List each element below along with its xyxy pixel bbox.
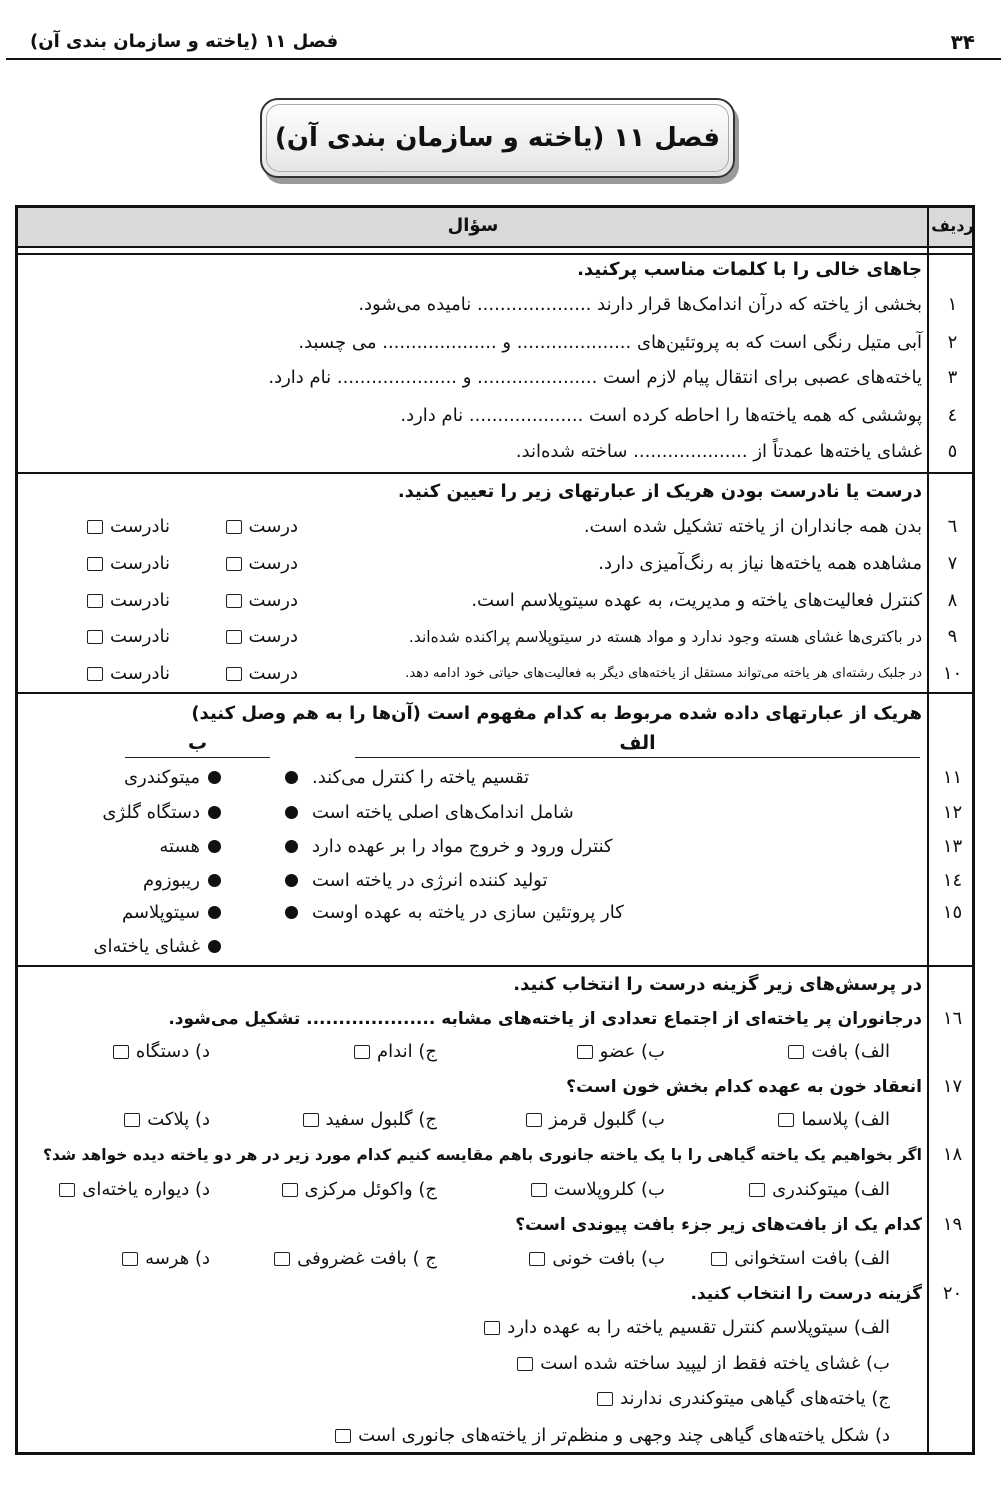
- match-dot-a[interactable]: [285, 806, 298, 819]
- matching-item-b: دستگاه گلژی: [102, 802, 200, 823]
- false-checkbox[interactable]: [87, 667, 103, 681]
- header-divider: [18, 253, 972, 255]
- row-number: ٦: [947, 516, 958, 537]
- row-number: ۱۷: [942, 1076, 963, 1097]
- matching-item-a: کار پروتئین سازی در یاخته به عهده اوست: [312, 902, 624, 923]
- answer-option: [749, 1178, 890, 1202]
- row-number: ٤: [947, 405, 958, 426]
- match-dot-a[interactable]: [285, 771, 298, 784]
- fill-blank-instruction: جاهای خالی را با کلمات مناسب پرکنید.: [577, 259, 922, 280]
- row-number: ۲: [947, 332, 958, 353]
- row-number: ۱۸: [942, 1144, 963, 1165]
- matching-item-a: شامل اندامک‌های اصلی یاخته است: [312, 802, 574, 823]
- false-checkbox[interactable]: [87, 557, 103, 571]
- row-number: ۱: [947, 294, 958, 315]
- answer-option: [282, 1178, 437, 1202]
- matching-item-b: غشای یاخته‌ای: [93, 936, 200, 957]
- option-label: ب) غشای یاخته فقط از لیپید ساخته شده است: [540, 1353, 890, 1374]
- option-checkbox[interactable]: [749, 1183, 765, 1197]
- answer-option: [711, 1247, 890, 1271]
- matching-instruction: هریک از عبارتهای داده شده مربوط به کدام مفهوم است (آن‌ها را به هم وصل کنید): [191, 703, 922, 724]
- option-checkbox[interactable]: [517, 1357, 533, 1371]
- answer-option: [778, 1108, 890, 1132]
- match-dot-b[interactable]: [208, 940, 221, 953]
- true-label: درست: [248, 553, 298, 574]
- fill-blank-item: غشای یاخته‌ها عمدتاً از .................... ساخته شده‌اند.: [515, 441, 922, 462]
- match-dot-a[interactable]: [285, 874, 298, 887]
- row-number: ۱٤: [942, 870, 963, 891]
- option-checkbox[interactable]: [113, 1045, 129, 1059]
- match-dot-a[interactable]: [285, 840, 298, 853]
- question-text: درجانوران پر یاخته‌ای از اجتماع تعدادی از یاخته‌های مشابه .................... تشکیل می‌شود.: [168, 1009, 922, 1029]
- option-checkbox[interactable]: [354, 1045, 370, 1059]
- option-label: الف) پلاسما: [801, 1109, 890, 1130]
- fill-blank-item: بخشی از یاخته که درآن اندامک‌ها قرار دارند .................... نامیده می‌شود.: [358, 294, 922, 315]
- option-checkbox[interactable]: [597, 1392, 613, 1406]
- header-rule: [6, 58, 1001, 60]
- answer-option: [529, 1247, 665, 1271]
- row-number: ۱٥: [942, 902, 963, 923]
- column-header-question: سؤال: [447, 215, 499, 236]
- match-dot-b[interactable]: [208, 906, 221, 919]
- true-option: [226, 552, 298, 576]
- false-option: [87, 515, 170, 539]
- true-option: [226, 625, 298, 649]
- option-checkbox[interactable]: [711, 1252, 727, 1266]
- section-divider: [18, 965, 972, 967]
- option-label: الف) بافت: [811, 1041, 890, 1062]
- option-label: ب) بافت خونی: [552, 1248, 665, 1269]
- answer-option: [124, 1108, 210, 1132]
- matching-item-a: تولید کننده انرژی در یاخته است: [312, 870, 548, 891]
- answer-option: [577, 1040, 665, 1064]
- false-label: نادرست: [110, 663, 170, 684]
- option-label: ب) کلروپلاست: [553, 1179, 665, 1200]
- matching-item-a: کنترل ورود و خروج مواد را بر عهده دارد: [312, 836, 613, 857]
- true-checkbox[interactable]: [226, 557, 242, 571]
- option-label: د) دستگاه: [135, 1041, 210, 1062]
- true-false-statement: بدن همه جانداران از یاخته تشکیل شده است.: [583, 516, 922, 537]
- matching-item-b: سیتوپلاسم: [121, 902, 200, 923]
- row-column-divider: [927, 208, 929, 1452]
- row-number: ۳: [947, 367, 958, 388]
- answer-option: [303, 1108, 438, 1132]
- matching-column-b-header: ب: [125, 728, 270, 758]
- option-label: ج ) بافت غضروفی: [297, 1248, 437, 1269]
- answer-option: [113, 1040, 210, 1064]
- option-checkbox[interactable]: [59, 1183, 75, 1197]
- fill-blank-item: آبی متیل رنگی است که به پروتئین‌های .................... و .................... می چسبد.: [298, 332, 922, 353]
- question-text: اگر بخواهیم یک یاخته گیاهی را با یک یاخته جانوری باهم مقایسه کنیم کدام مورد زیر در هر دو یاخته دیده خواهد شد؟: [42, 1146, 922, 1164]
- option-label: الف) سیتوپلاسم کنترل تقسیم یاخته را به عهده دارد: [507, 1317, 890, 1338]
- option-checkbox[interactable]: [274, 1252, 290, 1266]
- option-checkbox[interactable]: [577, 1045, 593, 1059]
- chapter-title-box: [260, 98, 735, 178]
- true-false-statement: در باکتری‌ها غشای هسته وجود ندارد و مواد هسته در سیتوپلاسم پراکنده شده‌اند.: [408, 628, 922, 646]
- row-number: ۱۳: [942, 836, 963, 857]
- match-dot-b[interactable]: [208, 874, 221, 887]
- row-number: ۱۲: [942, 802, 963, 823]
- true-false-statement: مشاهده همه یاخته‌ها نیاز به رنگ‌آمیزی دارد.: [598, 553, 922, 574]
- true-false-statement: کنترل فعالیت‌های یاخته و مدیریت، به عهده سیتوپلاسم است.: [471, 590, 922, 611]
- false-label: نادرست: [110, 626, 170, 647]
- running-header-chapter: فصل ۱۱ (یاخته و سازمان بندی آن): [30, 31, 339, 52]
- true-checkbox[interactable]: [226, 667, 242, 681]
- option-label: د) پلاکت: [147, 1109, 210, 1130]
- answer-option: [788, 1040, 890, 1064]
- true-false-statement: در جلبک رشته‌ای هر یاخته می‌تواند مستقل از یاخته‌های دیگر به فعالیت‌های حیاتی خود ادامه دهد.: [405, 666, 922, 681]
- answer-option: [526, 1108, 665, 1132]
- false-option: [87, 552, 170, 576]
- row-number: ٥: [947, 441, 958, 462]
- true-option: [226, 589, 298, 613]
- option-label: الف) بافت استخوانی: [734, 1248, 890, 1269]
- section-divider: [18, 692, 972, 694]
- true-label: درست: [248, 663, 298, 684]
- option-checkbox[interactable]: [788, 1045, 804, 1059]
- option-label: د) شکل یاخته‌های گیاهی چند وجهی و منظم‌تر از یاخته‌های جانوری است: [358, 1425, 890, 1446]
- false-checkbox[interactable]: [87, 594, 103, 608]
- option-label: الف) میتوکندری: [772, 1179, 890, 1200]
- option-label: ج) یاخته‌های گیاهی میتوکندری ندارند: [620, 1388, 890, 1409]
- row-number: ۱٦: [942, 1008, 963, 1029]
- false-label: نادرست: [110, 590, 170, 611]
- question-text: گزینه درست را انتخاب کنید.: [690, 1284, 922, 1304]
- row-number: ۱۱: [942, 767, 963, 788]
- true-label: درست: [248, 590, 298, 611]
- option-checkbox[interactable]: [122, 1252, 138, 1266]
- section-divider: [18, 472, 972, 474]
- fill-blank-item: یاخته‌های عصبی برای انتقال پیام لازم است ..................... و ..................... نام دارد.: [268, 367, 922, 388]
- match-dot-b[interactable]: [208, 771, 221, 784]
- option-label: د) هرسه: [145, 1248, 210, 1269]
- option-checkbox[interactable]: [124, 1113, 140, 1127]
- option-checkbox[interactable]: [303, 1113, 319, 1127]
- true-label: درست: [248, 626, 298, 647]
- column-header-row: ردیف: [931, 216, 974, 235]
- matching-item-a: تقسیم یاخته را کنترل می‌کند.: [312, 767, 530, 788]
- option-label: ج) واکوئل مرکزی: [304, 1179, 437, 1200]
- answer-option: [484, 1316, 890, 1340]
- option-label: ج) گلبول سفید: [325, 1109, 437, 1130]
- true-option: [226, 515, 298, 539]
- true-false-instruction: درست یا نادرست بودن هریک از عبارتهای زیر را تعیین کنید.: [397, 481, 922, 502]
- option-label: ج) اندام: [377, 1041, 437, 1062]
- answer-option: [354, 1040, 437, 1064]
- header-divider: [18, 246, 972, 248]
- matching-item-b: ریبوزوم: [143, 870, 200, 891]
- option-checkbox[interactable]: [282, 1183, 298, 1197]
- matching-column-a-header: الف: [355, 728, 920, 758]
- matching-item-b: میتوکندری: [123, 767, 200, 788]
- option-label: ب) گلبول قرمز: [549, 1109, 665, 1130]
- multiple-choice-instruction: در پرسش‌های زیر گزینه درست را انتخاب کنید.: [513, 974, 922, 995]
- false-label: نادرست: [110, 516, 170, 537]
- row-number: ۱۰: [942, 663, 963, 684]
- chapter-title: فصل ۱۱ (یاخته و سازمان بندی آن): [274, 123, 721, 153]
- option-checkbox[interactable]: [529, 1252, 545, 1266]
- option-label: ب) عضو: [599, 1041, 665, 1062]
- answer-option: [531, 1178, 665, 1202]
- false-checkbox[interactable]: [87, 630, 103, 644]
- option-checkbox[interactable]: [531, 1183, 547, 1197]
- match-dot-b[interactable]: [208, 840, 221, 853]
- matching-item-b: هسته: [159, 836, 200, 857]
- row-number: ۷: [947, 553, 958, 574]
- row-number: ۸: [947, 590, 958, 611]
- false-option: [87, 625, 170, 649]
- true-checkbox[interactable]: [226, 594, 242, 608]
- answer-option: [122, 1247, 210, 1271]
- fill-blank-item: پوششی که همه یاخته‌ها را احاطه کرده است .................... نام دارد.: [400, 405, 922, 426]
- match-dot-b[interactable]: [208, 806, 221, 819]
- row-number: ۱۹: [942, 1214, 963, 1235]
- false-option: [87, 662, 170, 686]
- false-checkbox[interactable]: [87, 520, 103, 534]
- row-number: ۲۰: [942, 1283, 963, 1304]
- option-checkbox[interactable]: [484, 1321, 500, 1335]
- answer-option: [335, 1424, 890, 1448]
- true-option: [226, 662, 298, 686]
- page-number: ۳۴: [950, 30, 975, 54]
- option-checkbox[interactable]: [335, 1429, 351, 1443]
- row-number: ۹: [947, 626, 958, 647]
- answer-option: [597, 1387, 890, 1411]
- option-checkbox[interactable]: [778, 1113, 794, 1127]
- false-option: [87, 589, 170, 613]
- answer-option: [59, 1178, 210, 1202]
- true-checkbox[interactable]: [226, 630, 242, 644]
- question-text: کدام یک از بافت‌های زیر جزء بافت پیوندی است؟: [515, 1215, 922, 1235]
- answer-option: [274, 1247, 437, 1271]
- match-dot-a[interactable]: [285, 906, 298, 919]
- true-checkbox[interactable]: [226, 520, 242, 534]
- question-text: انعقاد خون به عهده کدام بخش خون است؟: [566, 1077, 922, 1097]
- option-checkbox[interactable]: [526, 1113, 542, 1127]
- true-label: درست: [248, 516, 298, 537]
- false-label: نادرست: [110, 553, 170, 574]
- option-label: د) دیواره یاخته‌ای: [82, 1179, 210, 1200]
- answer-option: [517, 1352, 890, 1376]
